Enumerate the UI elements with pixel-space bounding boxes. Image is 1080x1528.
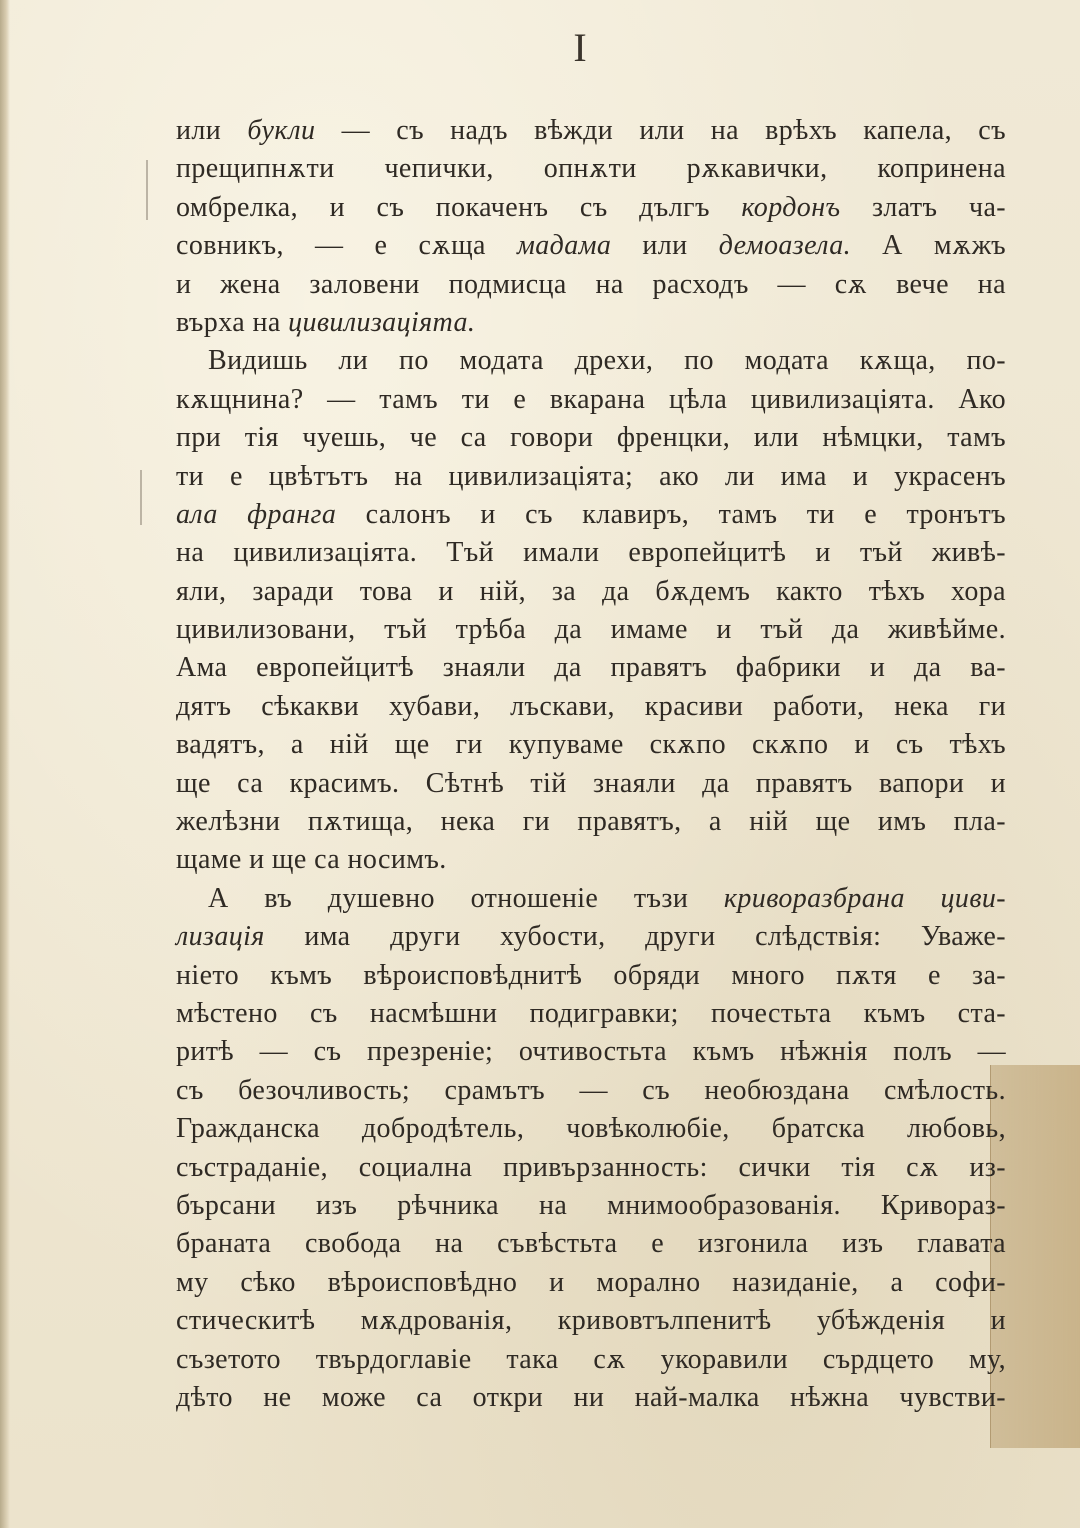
text-line: на цивилизацiята. Тъй имали европейцитѣ и тъй живѣ- — [176, 537, 1006, 569]
text-line: кѫщнина? — тамъ ти е вкарана цѣла цивилизацiята. Ако — [176, 383, 1006, 415]
text-line — [176, 918, 1006, 956]
text-line — [176, 304, 1006, 342]
text-line: Ама европейцитѣ знаяли да правятъ фабрики и да ва- — [176, 652, 1006, 684]
text-line: щаме и ще са носимъ. — [176, 844, 447, 876]
margin-pencil-mark — [140, 470, 142, 525]
text-line: Видишь ли по модата дрехи, по модата кѫща, по- — [208, 345, 1006, 377]
text-fragment: или — [611, 230, 719, 262]
text-line: дѣто не може са откри ни най-малка нѣжна чувстви- — [176, 1381, 1006, 1413]
text-line: браната свобода на съвѣстьта е изгонила изъ главата — [176, 1228, 1006, 1260]
body-text — [176, 112, 1006, 1417]
text-fragment: салонъ и съ клавиръ, тамъ ти е тронътъ — [336, 498, 1006, 530]
emphasis-word: демоазела. — [718, 230, 851, 262]
text-line: мѣстено съ насмѣшни подигравки; почестьта къмъ ста- — [176, 997, 1006, 1029]
emphasis-word: ала франга — [176, 498, 337, 530]
text-line: бърсани изъ рѣчника на мнимообразованiя. Криворaз- — [176, 1189, 1006, 1221]
text-line: при тiя чуешь, че са говори френцки, или нѣмцки, тамъ — [176, 422, 1006, 454]
text-line — [176, 189, 1006, 227]
text-line — [176, 227, 1006, 265]
text-fragment: совникъ, — е сѫща — [176, 230, 517, 262]
text-fragment: — съ надъ вѣжди или на врѣхъ капела, съ — [315, 115, 1006, 146]
text-fragment: върха на — [176, 306, 289, 338]
page-edge-shadow — [0, 0, 10, 1528]
text-line: му сѣко вѣроисповѣдно и морално назиданiе, а софи- — [176, 1266, 1006, 1298]
text-line: съ безочливость; срамътъ — съ необюздана смѣлость. — [176, 1074, 1006, 1106]
emphasis-word: цивилизацiята. — [288, 306, 476, 338]
text-line: цивилизовани, тъй трѣба да имаме и тъй да живѣйме. — [176, 614, 1006, 646]
text-line — [176, 112, 1006, 150]
text-line — [176, 880, 1006, 918]
emphasis-word: лизацiя — [176, 921, 265, 953]
text-line — [176, 496, 1006, 534]
text-line: нiето къмъ вѣроисповѣднитѣ обряди много пѫтя е за- — [176, 959, 1006, 991]
emphasis-word: мадама — [516, 230, 612, 262]
margin-pencil-mark — [146, 160, 148, 220]
text-fragment: златъ ча- — [840, 191, 1006, 223]
text-line: вадятъ, а нiй ще ги купуваме скѫпо скѫпо и съ тѣхъ — [176, 729, 1006, 761]
text-line: ще са красимъ. Сѣтнѣ тiй знаяли да правятъ вапори и — [176, 767, 1006, 799]
text-fragment: А въ душевно отношенiе тъзи — [208, 882, 724, 914]
text-line: и жена заловени подмисца на расходъ — сѫ вече на — [176, 268, 1006, 300]
emphasis-word: криворазбрана циви- — [723, 882, 1006, 914]
emphasis-word: букли — [247, 115, 316, 146]
text-line: стическитѣ мѫдрованiя, кривовтълпенитѣ убѣжденiя и — [176, 1305, 1006, 1337]
text-line: Гражданска добродѣтель, човѣколюбiе, братска любовь, — [176, 1113, 1006, 1145]
text-line: ти е цвѣтътъ на цивилизацiята; ако ли има и украсенъ — [176, 460, 1006, 492]
text-line: прещипнѫти чепички, опнѫти рѫкавички, копринена — [176, 153, 1006, 185]
text-line: дятъ сѣкакви хубави, лъскави, красиви работи, нека ги — [176, 690, 1006, 722]
emphasis-word: кордонъ — [741, 191, 841, 223]
text-fragment: А мѫжъ — [851, 230, 1006, 262]
page-number: I — [573, 25, 587, 70]
text-fragment: омбрелка, и съ покаченъ съ дългъ — [176, 191, 742, 223]
text-line: ритѣ — съ презренiе; очтивостьта къмъ нѣжнiя полъ — — [176, 1036, 1006, 1068]
text-line: желѣзни пѫтища, нека ги правятъ, а нiй ще имъ пла- — [176, 806, 1006, 838]
text-fragment: или — [176, 115, 248, 146]
text-fragment: има други хубости, други слѣдствiя: Уваже- — [264, 921, 1006, 953]
text-line: яли, заради това и нiй, за да бѫдемъ както тѣхъ хора — [176, 575, 1006, 607]
text-line: състраданiе, социална привързанность: сички тiя сѫ из- — [176, 1151, 1006, 1183]
text-line: съзетото твърдоглавiе така сѫ укоравили сърдцето му, — [176, 1343, 1006, 1375]
